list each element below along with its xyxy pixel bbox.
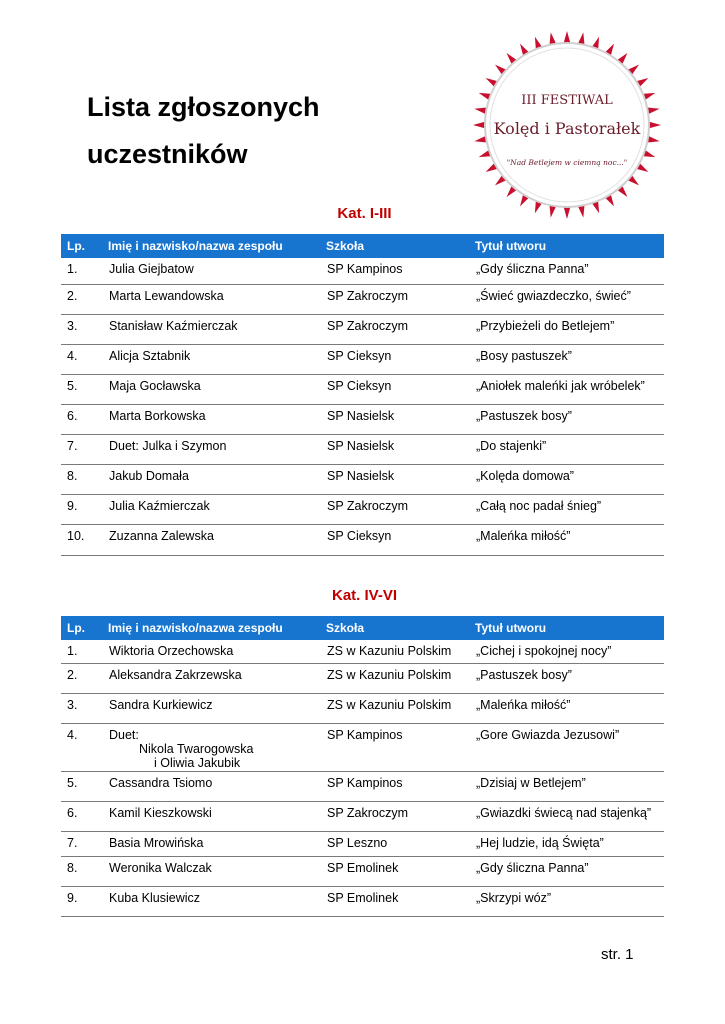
cell-song: „Całą noc padał śnieg” <box>475 494 664 524</box>
cell-school: SP Kampinos <box>326 258 475 284</box>
cell-school: SP Emolinek <box>326 886 475 916</box>
participants-table-1 <box>61 234 664 556</box>
category-heading-2 <box>0 587 725 604</box>
table-row <box>61 434 664 464</box>
cell-lp: 8. <box>61 464 108 494</box>
cell-name: Stanisław Kaźmierczak <box>108 314 326 344</box>
cell-song: „Bosy pastuszek” <box>475 344 664 374</box>
cell-lp: 10. <box>61 524 108 555</box>
cell-name <box>108 723 326 771</box>
cell-song: „Aniołek maleńki jak wróbelek” <box>475 374 664 404</box>
cell-school: SP Nasielsk <box>326 404 475 434</box>
cell-school: ZS w Kazuniu Polskim <box>326 693 475 723</box>
col-header-school: Szkoła <box>326 234 475 258</box>
table-row <box>61 856 664 886</box>
cell-school: ZS w Kazuniu Polskim <box>326 640 475 663</box>
cell-lp: 3. <box>61 693 108 723</box>
duet-member-2: i Oliwia Jakubik <box>154 755 241 770</box>
cell-lp: 7. <box>61 434 108 464</box>
col-header-name: Imię i nazwisko/nazwa zespołu <box>108 234 326 258</box>
cell-lp: 4. <box>61 723 108 771</box>
cell-song: „Hej ludzie, idą Święta” <box>475 831 664 856</box>
cell-song: „Przybieżeli do Betlejem” <box>475 314 664 344</box>
cell-lp: 2. <box>61 284 108 314</box>
table-row <box>61 374 664 404</box>
cell-name: Marta Borkowska <box>108 404 326 434</box>
cell-song: „Skrzypi wóz” <box>475 886 664 916</box>
page-title-line2: uczestników <box>87 139 248 169</box>
cell-school: SP Kampinos <box>326 723 475 771</box>
table-row <box>61 284 664 314</box>
table-row <box>61 831 664 856</box>
table-header-row <box>61 616 664 640</box>
page-title-line1: Lista zgłoszonych <box>87 92 320 122</box>
cell-school: SP Zakroczym <box>326 494 475 524</box>
cell-lp: 6. <box>61 404 108 434</box>
cell-name: Wiktoria Orzechowska <box>108 640 326 663</box>
cell-name: Kuba Klusiewicz <box>108 886 326 916</box>
cell-name: Marta Lewandowska <box>108 284 326 314</box>
cell-name: Julia Kaźmierczak <box>108 494 326 524</box>
cell-school: SP Cieksyn <box>326 344 475 374</box>
cell-lp: 3. <box>61 314 108 344</box>
cell-school: SP Nasielsk <box>326 434 475 464</box>
cell-name: Sandra Kurkiewicz <box>108 693 326 723</box>
cell-lp: 8. <box>61 856 108 886</box>
cell-school: SP Emolinek <box>326 856 475 886</box>
cell-lp: 9. <box>61 886 108 916</box>
cell-song: „Gwiazdki świecą nad stajenką” <box>475 801 664 831</box>
col-header-title: Tytuł utworu <box>475 234 664 258</box>
cell-song: „Dzisiaj w Betlejem” <box>475 771 664 801</box>
cell-school: SP Cieksyn <box>326 524 475 555</box>
cell-lp: 6. <box>61 801 108 831</box>
cell-song: „Do stajenki” <box>475 434 664 464</box>
category-label: Kat. IV-VI <box>331 587 398 604</box>
cell-name: Julia Giejbatow <box>108 258 326 284</box>
cell-name: Jakub Domała <box>108 464 326 494</box>
cell-song: „Maleńka miłość” <box>475 693 664 723</box>
cell-song: „Pastuszek bosy” <box>475 404 664 434</box>
table-row <box>61 404 664 434</box>
cell-song: „Gore Gwiazda Jezusowi” <box>475 723 664 771</box>
table-row <box>61 494 664 524</box>
col-header-school: Szkoła <box>326 616 475 640</box>
table-row <box>61 801 664 831</box>
col-header-lp: Lp. <box>61 234 108 258</box>
table-row <box>61 258 664 284</box>
cell-lp: 4. <box>61 344 108 374</box>
cell-lp: 5. <box>61 374 108 404</box>
cell-school: SP Zakroczym <box>326 284 475 314</box>
cell-school: SP Kampinos <box>326 771 475 801</box>
table-row <box>61 464 664 494</box>
cell-name: Zuzanna Zalewska <box>108 524 326 555</box>
table-row <box>61 524 664 555</box>
category-label: Kat. I-III <box>337 205 392 222</box>
table-row <box>61 344 664 374</box>
cell-school: SP Cieksyn <box>326 374 475 404</box>
cell-lp: 1. <box>61 640 108 663</box>
participants-table-2 <box>61 616 664 917</box>
cell-lp: 5. <box>61 771 108 801</box>
cell-song: „Pastuszek bosy” <box>475 663 664 693</box>
cell-lp: 1. <box>61 258 108 284</box>
cell-lp: 7. <box>61 831 108 856</box>
cell-name: Weronika Walczak <box>108 856 326 886</box>
festival-logo <box>472 30 662 220</box>
cell-song: „Świeć gwiazdeczko, świeć” <box>475 284 664 314</box>
cell-song: „Cichej i spokojnej nocy” <box>475 640 664 663</box>
table-row <box>61 723 664 771</box>
col-header-lp: Lp. <box>61 616 108 640</box>
cell-lp: 9. <box>61 494 108 524</box>
table-row <box>61 693 664 723</box>
cell-school: ZS w Kazuniu Polskim <box>326 663 475 693</box>
logo-text-name: Kolęd i Pastorałek <box>493 119 641 138</box>
cell-school: SP Leszno <box>326 831 475 856</box>
duet-member-1: Nikola Twarogowska <box>139 741 254 756</box>
table-row <box>61 771 664 801</box>
cell-name: Basia Mrowińska <box>108 831 326 856</box>
cell-school: SP Nasielsk <box>326 464 475 494</box>
duet-label: Duet: <box>109 727 139 742</box>
cell-name: Maja Gocławska <box>108 374 326 404</box>
cell-song: „Maleńka miłość” <box>475 524 664 555</box>
cell-school: SP Zakroczym <box>326 801 475 831</box>
table-row <box>61 886 664 916</box>
table-row <box>61 640 664 663</box>
table-row <box>61 663 664 693</box>
cell-school: SP Zakroczym <box>326 314 475 344</box>
cell-song: „Gdy śliczna Panna” <box>475 258 664 284</box>
logo-text-festival: III FESTIWAL <box>521 93 613 108</box>
table-header-row <box>61 234 664 258</box>
cell-name: Aleksandra Zakrzewska <box>108 663 326 693</box>
cell-name: Kamil Kieszkowski <box>108 801 326 831</box>
col-header-name: Imię i nazwisko/nazwa zespołu <box>108 616 326 640</box>
cell-name: Duet: Julka i Szymon <box>108 434 326 464</box>
category-heading-1 <box>0 205 725 222</box>
page-title <box>87 84 320 178</box>
cell-song: „Gdy śliczna Panna” <box>475 856 664 886</box>
logo-text-motto: "Nad Betlejem w ciemną noc..." <box>506 158 628 167</box>
cell-name: Cassandra Tsiomo <box>108 771 326 801</box>
col-header-title: Tytuł utworu <box>475 616 664 640</box>
page-number: str. 1 <box>601 946 634 963</box>
cell-lp: 2. <box>61 663 108 693</box>
cell-name: Alicja Sztabnik <box>108 344 326 374</box>
table-row <box>61 314 664 344</box>
cell-song: „Kolęda domowa” <box>475 464 664 494</box>
